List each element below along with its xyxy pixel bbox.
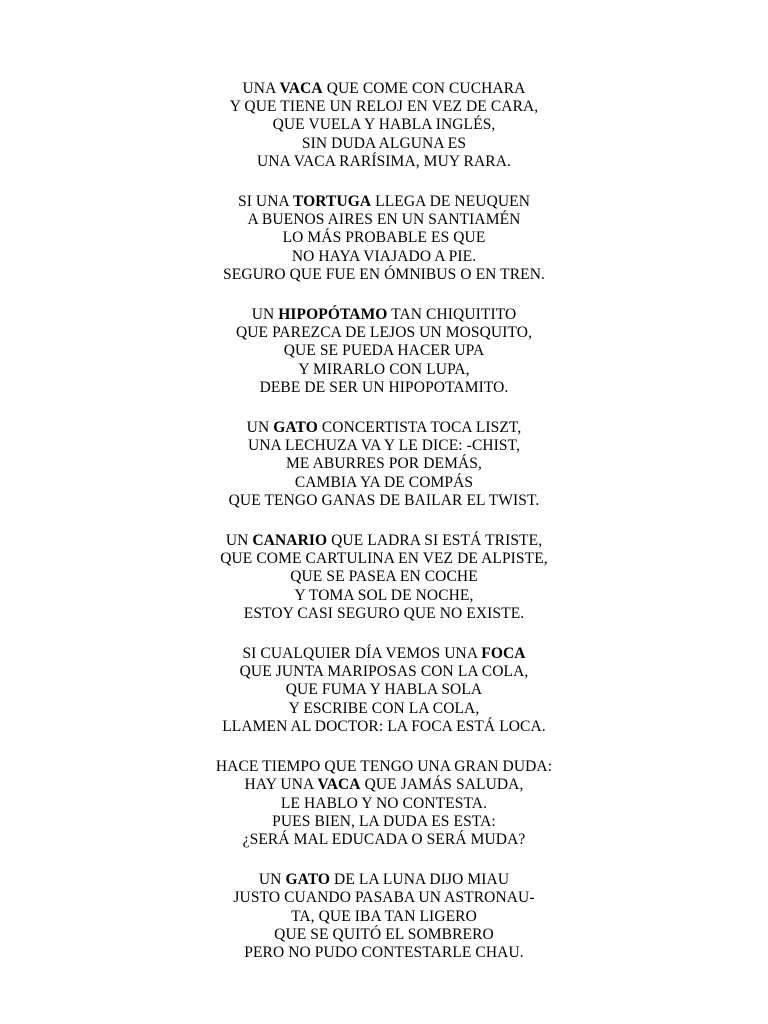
- line-text: LLEGA DE NEUQUEN: [371, 193, 531, 211]
- stanza-vaca: [0, 80, 768, 171]
- stanza-tortuga: [0, 193, 768, 284]
- animal-name: VACA: [279, 80, 323, 97]
- poem-line: TA, QUE IBA TAN LIGERO: [291, 907, 477, 925]
- poem-page: [0, 80, 768, 984]
- poem-line: QUE COME CARTULINA EN VEZ DE ALPISTE,: [220, 550, 548, 568]
- poem-line: [0, 776, 768, 794]
- poem-line: PERO NO PUDO CONTESTARLE CHAU.: [244, 943, 524, 961]
- poem-line: DEBE DE SER UN HIPOPOTAMITO.: [259, 378, 509, 396]
- line-text: SI UNA: [237, 193, 293, 211]
- line-text: TAN CHIQUITITO: [387, 306, 517, 324]
- line-text: HAY UNA: [244, 776, 318, 794]
- stanza-gato-concertista: [0, 419, 768, 510]
- poem-line: LLAMEN AL DOCTOR: LA FOCA ESTÁ LOCA.: [222, 717, 546, 735]
- poem-line: CAMBIA YA DE COMPÁS: [294, 473, 474, 491]
- stanza-gato-luna: [0, 871, 768, 962]
- poem-line: [0, 532, 768, 550]
- poem-line: SEGURO QUE FUE EN ÓMNIBUS O EN TREN.: [223, 265, 545, 283]
- poem-line: Y TOMA SOL DE NOCHE,: [294, 586, 474, 604]
- poem-line: NO HAYA VIAJADO A PIE.: [291, 247, 477, 265]
- poem-line: ESTOY CASI SEGURO QUE NO EXISTE.: [243, 604, 525, 622]
- poem-line: ME ABURRES POR DEMÁS,: [286, 455, 482, 473]
- poem-line: QUE FUMA Y HABLA SOLA: [285, 681, 483, 699]
- poem-line: [0, 419, 768, 437]
- poem-line: LE HABLO Y NO CONTESTA.: [280, 794, 488, 812]
- poem-line: QUE SE PUEDA HACER UPA: [283, 342, 485, 360]
- line-text: SI CUALQUIER DÍA VEMOS UNA: [242, 645, 482, 663]
- poem-line: JUSTO CUANDO PASABA UN ASTRONAU-: [233, 889, 535, 907]
- line-text: QUE JAMÁS SALUDA,: [360, 776, 524, 794]
- animal-name: HIPOPÓTAMO: [278, 306, 388, 324]
- stanza-vaca-muda: [0, 758, 768, 849]
- line-text: CONCERTISTA TOCA LISZT,: [317, 419, 522, 437]
- poem-line: ¿SERÁ MAL EDUCADA O SERÁ MUDA?: [242, 830, 526, 848]
- line-text: UN: [251, 306, 279, 324]
- animal-name: TORTUGA: [292, 193, 372, 211]
- poem-line: HACE TIEMPO QUE TENGO UNA GRAN DUDA:: [215, 758, 553, 776]
- line-text: UN: [225, 532, 253, 550]
- poem-line: LO MÁS PROBABLE ES QUE: [282, 229, 486, 247]
- poem-line: Y ESCRIBE CON LA COLA,: [288, 699, 480, 717]
- poem-line: [0, 871, 768, 889]
- stanza-canario: [0, 532, 768, 623]
- poem-line: A BUENOS AIRES EN UN SANTIAMÉN: [247, 211, 521, 229]
- poem-line: UNA VACA RARÍSIMA, MUY RARA.: [256, 152, 511, 170]
- animal-name: FOCA: [481, 645, 526, 663]
- animal-name: GATO: [273, 419, 318, 437]
- stanza-hipopotamo: [0, 306, 768, 397]
- poem-line: QUE PAREZCA DE LEJOS UN MOSQUITO,: [235, 324, 533, 342]
- poem-line: PUES BIEN, LA DUDA ES ESTA:: [272, 812, 496, 830]
- poem-line: QUE TENGO GANAS DE BAILAR EL TWIST.: [228, 491, 540, 509]
- stanza-foca: [0, 645, 768, 736]
- poem-line: [0, 306, 768, 324]
- animal-name: GATO: [285, 871, 331, 889]
- poem-line: QUE SE PASEA EN COCHE: [290, 568, 478, 586]
- poem-line: Y QUE TIENE UN RELOJ EN VEZ DE CARA,: [229, 98, 539, 116]
- poem-line: SIN DUDA ALGUNA ES: [301, 134, 467, 152]
- line-text: DE LA LUNA DIJO MIAU: [330, 871, 510, 889]
- line-text: QUE LADRA SI ESTÁ TRISTE,: [327, 532, 543, 550]
- poem-line: [0, 193, 768, 211]
- poem-line: [0, 80, 768, 98]
- line-text: UN: [258, 871, 286, 889]
- animal-name: CANARIO: [252, 532, 328, 550]
- poem-line: [0, 645, 768, 663]
- poem-line: QUE JUNTA MARIPOSAS CON LA COLA,: [239, 663, 529, 681]
- poem-line: QUE SE QUITÓ EL SOMBRERO: [274, 925, 494, 943]
- line-text: UN: [246, 419, 274, 437]
- line-text: UNA: [242, 80, 280, 97]
- poem-line: UNA LECHUZA VA Y LE DICE: -CHIST,: [247, 437, 521, 455]
- line-text: QUE COME CON CUCHARA: [322, 80, 526, 97]
- poem-line: Y MIRARLO CON LUPA,: [298, 360, 470, 378]
- animal-name: VACA: [317, 776, 361, 794]
- poem-line: QUE VUELA Y HABLA INGLÉS,: [272, 116, 496, 134]
